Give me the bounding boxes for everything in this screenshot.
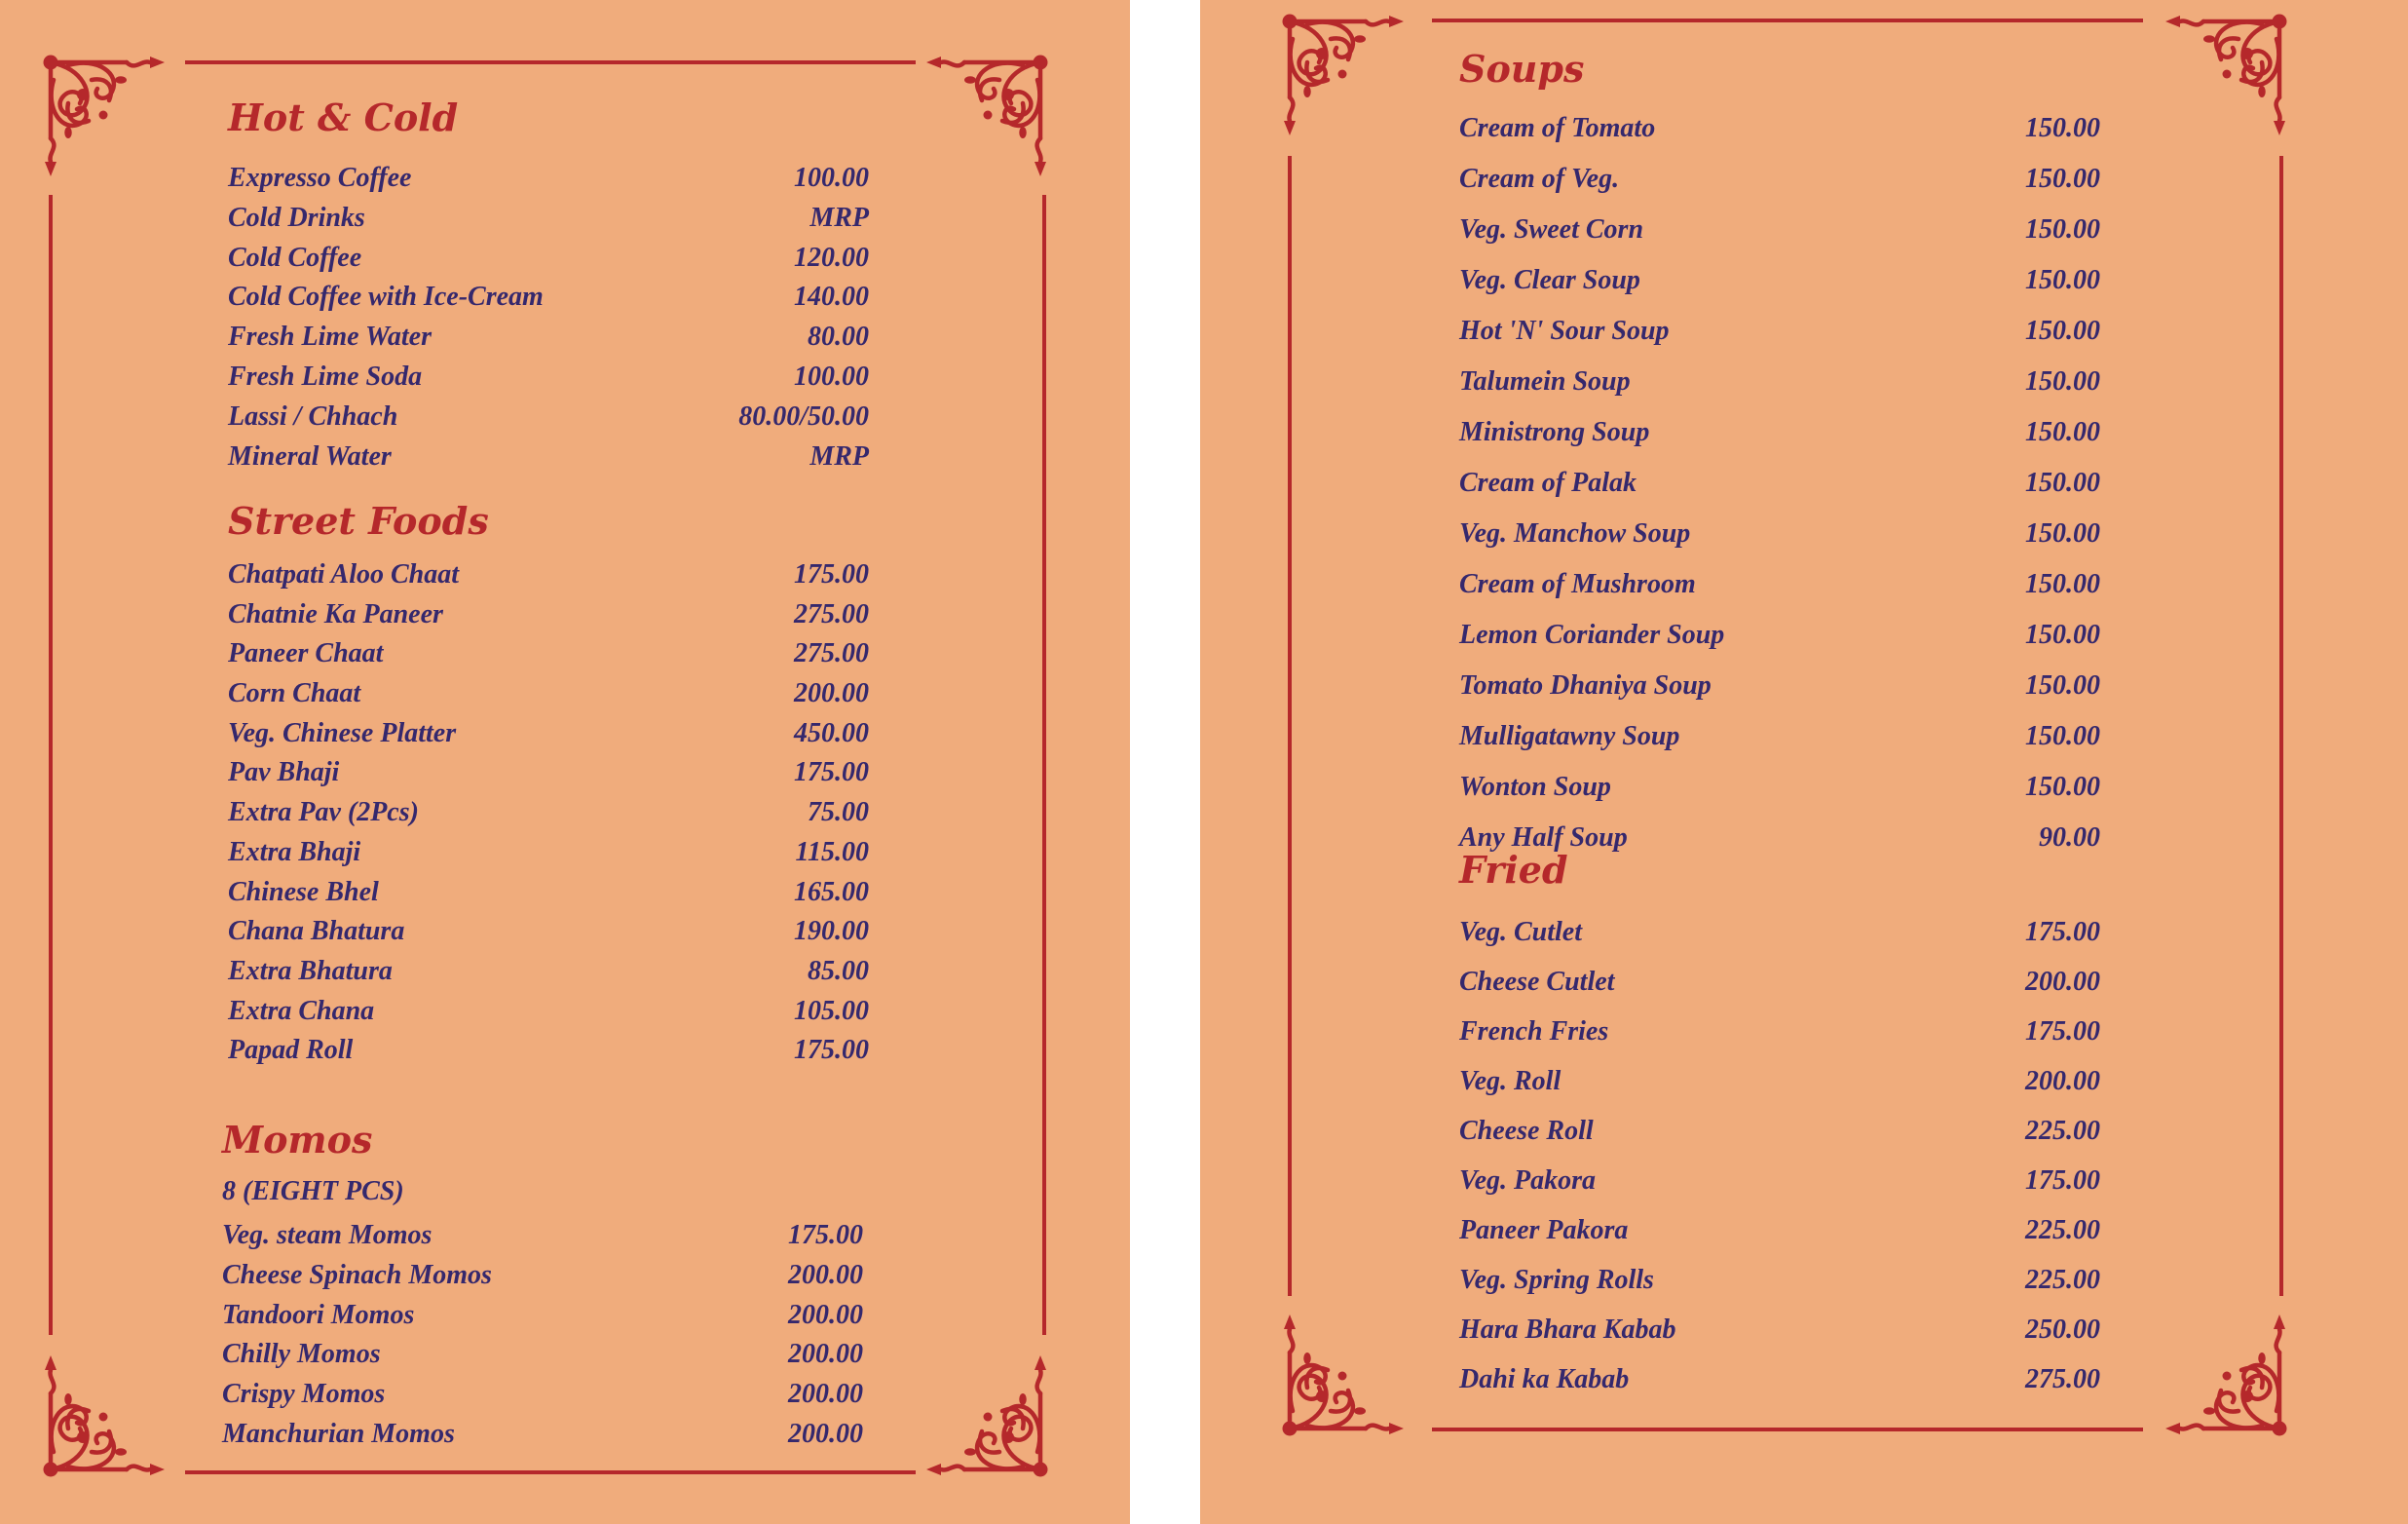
menu-item-name: Tomato Dhaniya Soup <box>1459 670 1712 701</box>
menu-item-price: 225.00 <box>2025 1215 2100 1245</box>
corner-ornament-icon <box>906 1335 1052 1481</box>
menu-item <box>222 1335 863 1375</box>
hot-cold-list <box>228 159 869 476</box>
menu-item-price: 165.00 <box>794 876 869 907</box>
menu-item <box>228 793 869 833</box>
menu-item <box>228 833 869 873</box>
menu-item-name: Mineral Water <box>228 440 392 472</box>
menu-item-name: Veg. Cutlet <box>1459 917 1583 947</box>
menu-item-price: 150.00 <box>2025 772 2100 802</box>
fried-list <box>1459 907 2100 1404</box>
menu-item-name: Cold Coffee with Ice-Cream <box>228 282 544 313</box>
menu-item-name: Paneer Chaat <box>228 638 384 669</box>
corner-ornament-icon <box>2145 10 2291 156</box>
menu-item-name: Veg. steam Momos <box>222 1220 433 1250</box>
menu-item-price: 250.00 <box>2025 1314 2100 1345</box>
menu-item <box>1459 154 2100 205</box>
frame-top-line <box>185 60 916 64</box>
menu-item <box>228 634 869 674</box>
menu-item-name: Extra Bhatura <box>228 955 393 986</box>
menu-item-name: French Fries <box>1459 1016 1609 1047</box>
menu-item-name: Talumein Soup <box>1459 366 1631 397</box>
menu-item-price: 105.00 <box>794 995 869 1026</box>
menu-item-price: 150.00 <box>2025 113 2100 143</box>
menu-item <box>228 318 869 358</box>
menu-item-name: Extra Bhaji <box>228 836 361 867</box>
menu-item-price: 175.00 <box>2025 1016 2100 1047</box>
menu-item-name: Extra Pav (2Pcs) <box>228 797 419 828</box>
menu-item-price: 150.00 <box>2025 417 2100 447</box>
menu-item <box>222 1296 863 1336</box>
menu-item <box>228 595 869 635</box>
menu-item <box>1459 711 2100 762</box>
momos-list <box>222 1216 863 1455</box>
menu-item-price: 90.00 <box>2039 822 2100 853</box>
menu-item-price: 150.00 <box>2025 316 2100 346</box>
street-foods-list <box>228 555 869 1071</box>
frame-right-line <box>1042 195 1046 1335</box>
corner-ornament-icon <box>1278 1294 1424 1440</box>
menu-item-price: 225.00 <box>2025 1265 2100 1295</box>
menu-item-price: 450.00 <box>794 717 869 748</box>
menu-item <box>1459 957 2100 1007</box>
menu-item-price: 150.00 <box>2025 670 2100 701</box>
menu-item-price: 275.00 <box>794 638 869 669</box>
soups-list <box>1459 103 2100 863</box>
menu-item-price: 200.00 <box>2025 1066 2100 1096</box>
menu-item-price: 200.00 <box>2025 967 2100 997</box>
frame-left-line <box>49 195 53 1335</box>
menu-item-price: MRP <box>809 202 869 233</box>
menu-item-price: 120.00 <box>794 242 869 273</box>
menu-item-name: Paneer Pakora <box>1459 1215 1629 1245</box>
menu-item <box>1459 205 2100 255</box>
menu-item-name: Wonton Soup <box>1459 772 1611 802</box>
menu-page-left <box>0 0 1130 1524</box>
menu-item-price: 150.00 <box>2025 366 2100 397</box>
menu-item <box>228 753 869 793</box>
menu-item <box>228 992 869 1032</box>
menu-item-name: Cheese Roll <box>1459 1116 1594 1146</box>
menu-item-name: Hot 'N' Sour Soup <box>1459 316 1670 346</box>
menu-item-price: 150.00 <box>2025 265 2100 295</box>
menu-item <box>1459 1007 2100 1056</box>
menu-item-price: 225.00 <box>2025 1116 2100 1146</box>
menu-item-name: Dahi ka Kabab <box>1459 1364 1630 1394</box>
menu-item-price: 115.00 <box>795 836 869 867</box>
menu-item-name: Cream of Tomato <box>1459 113 1656 143</box>
menu-item-price: 75.00 <box>808 797 869 828</box>
menu-item-price: 85.00 <box>808 955 869 986</box>
menu-item-price: 150.00 <box>2025 620 2100 650</box>
menu-item-name: Any Half Soup <box>1459 822 1628 853</box>
menu-item <box>228 398 869 438</box>
menu-item-price: 150.00 <box>2025 468 2100 498</box>
menu-item-price: 175.00 <box>788 1220 863 1250</box>
menu-item <box>1459 357 2100 407</box>
menu-item-price: 175.00 <box>794 757 869 788</box>
menu-item <box>228 239 869 279</box>
menu-item-price: 275.00 <box>794 598 869 629</box>
menu-item-name: Cream of Palak <box>1459 468 1637 498</box>
menu-item-price: 200.00 <box>788 1379 863 1410</box>
menu-item <box>1459 1354 2100 1404</box>
menu-item <box>1459 1056 2100 1106</box>
menu-item <box>228 952 869 992</box>
menu-item-name: Veg. Pakora <box>1459 1165 1596 1196</box>
menu-item-name: Cold Coffee <box>228 242 362 273</box>
menu-item-price: 200.00 <box>794 678 869 709</box>
menu-page-right <box>1200 0 2408 1524</box>
menu-item-price: 200.00 <box>788 1259 863 1290</box>
menu-item <box>222 1216 863 1256</box>
frame-right-line <box>2279 156 2283 1296</box>
menu-item-name: Veg. Roll <box>1459 1066 1561 1096</box>
menu-item-name: Cheese Cutlet <box>1459 967 1615 997</box>
menu-item-price: 200.00 <box>788 1418 863 1449</box>
menu-item-price: 150.00 <box>2025 721 2100 751</box>
menu-item-price: 150.00 <box>2025 164 2100 194</box>
frame-left-line <box>1288 156 1292 1296</box>
menu-item <box>228 438 869 477</box>
menu-item-price: 175.00 <box>2025 1165 2100 1196</box>
menu-item-name: Veg. Manchow Soup <box>1459 518 1691 549</box>
section-title-soups: Soups <box>1459 47 1585 91</box>
menu-item-name: Expresso Coffee <box>228 163 412 193</box>
menu-item-name: Mulligatawny Soup <box>1459 721 1680 751</box>
corner-ornament-icon <box>39 51 185 197</box>
menu-item <box>222 1256 863 1296</box>
section-title-street-foods: Street Foods <box>228 499 489 543</box>
menu-item-price: 150.00 <box>2025 214 2100 245</box>
menu-item-price: 150.00 <box>2025 569 2100 599</box>
menu-item <box>228 555 869 595</box>
menu-item-name: Veg. Chinese Platter <box>228 717 457 748</box>
momos-subtitle: 8 (EIGHT PCS) <box>222 1176 404 1206</box>
menu-item <box>1459 509 2100 559</box>
menu-item-price: 80.00/50.00 <box>738 400 869 432</box>
menu-item <box>1459 762 2100 813</box>
menu-item <box>228 358 869 398</box>
menu-item <box>1459 1106 2100 1156</box>
menu-item <box>1459 103 2100 154</box>
menu-item-name: Chinese Bhel <box>228 876 379 907</box>
menu-item-price: 150.00 <box>2025 518 2100 549</box>
section-title-momos: Momos <box>222 1118 373 1162</box>
menu-item-price: 200.00 <box>788 1299 863 1330</box>
corner-ornament-icon <box>906 51 1052 197</box>
menu-item-name: Hara Bhara Kabab <box>1459 1314 1676 1345</box>
menu-item <box>228 159 869 199</box>
menu-item-name: Veg. Sweet Corn <box>1459 214 1644 245</box>
corner-ornament-icon <box>39 1335 185 1481</box>
menu-item-name: Veg. Spring Rolls <box>1459 1265 1654 1295</box>
menu-item-price: 190.00 <box>794 916 869 947</box>
menu-item <box>222 1415 863 1455</box>
menu-item-name: Cheese Spinach Momos <box>222 1259 492 1290</box>
menu-item <box>228 714 869 754</box>
menu-item-name: Cream of Veg. <box>1459 164 1620 194</box>
menu-item-price: 100.00 <box>794 163 869 193</box>
menu-item <box>228 1031 869 1071</box>
frame-bottom-line <box>185 1470 916 1474</box>
menu-item <box>1459 610 2100 661</box>
menu-item-price: 140.00 <box>794 282 869 313</box>
menu-item <box>222 1375 863 1415</box>
menu-item-name: Cream of Mushroom <box>1459 569 1696 599</box>
menu-item-name: Chana Bhatura <box>228 916 405 947</box>
menu-item <box>228 278 869 318</box>
menu-item <box>1459 1156 2100 1205</box>
menu-item <box>1459 559 2100 610</box>
menu-item-price: 175.00 <box>2025 917 2100 947</box>
menu-item-name: Crispy Momos <box>222 1379 386 1410</box>
menu-item-name: Chilly Momos <box>222 1339 381 1370</box>
menu-item-name: Manchurian Momos <box>222 1418 455 1449</box>
menu-item-price: 200.00 <box>788 1339 863 1370</box>
menu-item <box>228 199 869 239</box>
menu-item-name: Papad Roll <box>228 1035 354 1066</box>
menu-item <box>228 674 869 714</box>
menu-item-name: Chatnie Ka Paneer <box>228 598 443 629</box>
menu-item-name: Pav Bhaji <box>228 757 340 788</box>
menu-item <box>228 912 869 952</box>
menu-item-name: Veg. Clear Soup <box>1459 265 1640 295</box>
menu-item-name: Lemon Coriander Soup <box>1459 620 1725 650</box>
menu-item-name: Extra Chana <box>228 995 375 1026</box>
menu-item <box>1459 1305 2100 1354</box>
section-title-fried: Fried <box>1459 848 1568 892</box>
menu-item <box>1459 458 2100 509</box>
menu-item-name: Fresh Lime Water <box>228 322 432 353</box>
menu-item <box>1459 1205 2100 1255</box>
menu-item <box>1459 907 2100 957</box>
menu-item-name: Corn Chaat <box>228 678 361 709</box>
menu-item-name: Lassi / Chhach <box>228 400 398 432</box>
menu-item <box>1459 1255 2100 1305</box>
menu-item-price: MRP <box>809 440 869 472</box>
menu-item <box>1459 407 2100 458</box>
menu-item-name: Chatpati Aloo Chaat <box>228 559 460 590</box>
frame-top-line <box>1432 19 2143 22</box>
section-title-hot-cold: Hot & Cold <box>228 95 459 139</box>
menu-item <box>228 873 869 913</box>
menu-item-name: Cold Drinks <box>228 202 365 233</box>
menu-item-price: 100.00 <box>794 361 869 392</box>
menu-item-name: Tandoori Momos <box>222 1299 415 1330</box>
menu-item-price: 80.00 <box>808 322 869 353</box>
menu-item-price: 175.00 <box>794 1035 869 1066</box>
menu-item-name: Fresh Lime Soda <box>228 361 423 392</box>
menu-item-name: Ministrong Soup <box>1459 417 1650 447</box>
menu-item-price: 275.00 <box>2025 1364 2100 1394</box>
menu-item <box>1459 255 2100 306</box>
frame-bottom-line <box>1432 1428 2143 1431</box>
corner-ornament-icon <box>1278 10 1424 156</box>
menu-item <box>1459 306 2100 357</box>
menu-item <box>1459 661 2100 711</box>
corner-ornament-icon <box>2145 1294 2291 1440</box>
menu-item-price: 175.00 <box>794 559 869 590</box>
